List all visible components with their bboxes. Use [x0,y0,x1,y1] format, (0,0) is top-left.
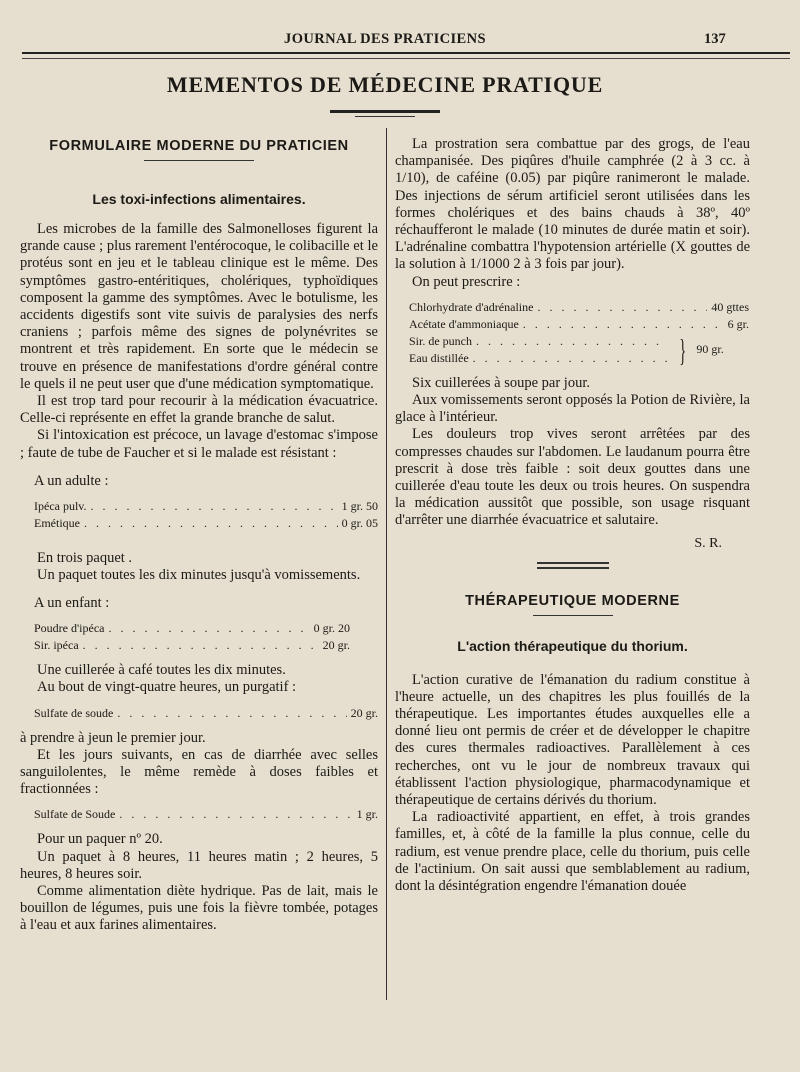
drug-dose: 1 gr. [356,807,378,822]
heading-rule [144,160,254,161]
drug-dose: 90 gr. [696,342,724,357]
drug-dose: 20 gr. [350,705,378,720]
paragraph: Un paquet à 8 heures, 11 heures matin ; 2 heures, 5 heures, 8 heures soir. [20,848,378,882]
paragraph: Les microbes de la famille des Salmonelloses figurent la grande cause ; plus rarement l'entérocoque, le colibacille et le protéus sont en jeu et le tableau clinique est le même. Des symptômes gastro-entéritiques, cholériques, typhoïdiques composent la gamme des symptômes. Avec le botulisme, les accidents digestifs sont vite suivis de paralysies des nerfs craniens ; parfois même des signes de polynévrites se montrent et très rapidement. En sorte que le médecin se trouve en présence de manifestations d'ordre général contre le quels il ne peut user que d'une médication symptomatique. [20,221,378,392]
prescription-fractionnee [34,806,378,823]
paragraph: Pour un paquer nº 20. [37,831,163,848]
paragraph: En trois paquet . [37,549,133,566]
drug-name: Sir. de punch [409,333,472,348]
paragraph: On peut prescrire : [412,273,521,290]
drug-name: Ipéca pulv. [34,498,87,513]
header-rule [22,52,790,54]
section-title: MEMENTOS DE MÉDECINE PRATIQUE [166,72,604,97]
paragraph: Un paquet toutes les dix minutes jusqu'à vomissements. [37,567,361,584]
running-head [0,28,800,50]
paragraph: Au bout de vingt-quatre heures, un purgatif : [37,679,297,696]
paragraph: La radioactivité appartient, en effet, à trois grandes familles, et, à côté de la famille la plus connue, celle du radium, est venue prendre place, celle du thorium, puis celle de l'actinium. On sait aussi que semblablement au radium, dont la désintégration engendre l'émanation douée [395,809,750,895]
header-rule-thin [22,58,790,59]
drug-dose: 20 gr. [322,638,350,653]
drug-name: Sulfate de Soude [34,807,116,822]
page-number: 137 [704,31,726,47]
brace-symbol: } [679,331,687,368]
prescription-line [34,620,350,637]
paragraph: Aux vomissements seront opposés la Potion de Rivière, la glace à l'intérieur. [395,392,750,426]
drug-dose: 0 gr. 20 [313,621,350,636]
formulaire-heading: FORMULAIRE MODERNE DU PRATICIEN [49,138,349,154]
drug-dose: 40 gttes [711,299,749,314]
prescription-line [34,498,378,515]
paragraph: à prendre à jeun le premier jour. [20,729,206,746]
prescription-line [409,299,749,316]
prescription-adult [34,498,378,532]
paragraph: Comme alimentation diète hydrique. Pas de lait, mais le bouillon de légumes, puis une fois la fièvre tombée, potages à l'eau et aux farines alimentaires. [20,883,378,934]
prescription-group-names [409,333,671,367]
article-subheading: Les toxi-infections alimentaires. [92,191,306,207]
paragraph: Il est trop tard pour recourir à la médication évacuatrice. Celle-ci représente en effet la grande branche de salut. [20,393,378,427]
paragraph: Six cuillerées à soupe par jour. [412,374,590,391]
article-subheading: L'action thérapeutique du thorium. [457,637,688,654]
drug-name: Poudre d'ipéca [34,621,105,636]
paragraph: Les douleurs trop vives seront arrêtées par des compresses chaudes sur l'abdomen. Le laudanum pourra être prescrit à dose très faible : soit deux gouttes dans une cuillerée d'eau toute les deux ou trois heures. On suspendra la médication aussitôt que possible, son usage risquant d'arrêter une diarrhée évacuatrice et salutaire. [395,426,750,529]
prescription-group [409,333,750,367]
drug-name: Eau distillée [409,350,469,365]
prescription-line [34,515,378,532]
prescription-purgatif [34,705,378,722]
prescription-line [409,333,671,350]
prescription-line [34,637,350,654]
title-rule-thin [355,116,415,117]
prescription-line [409,316,749,333]
drug-name: Chlorhydrate d'adrénaline [409,299,534,314]
column-divider [386,128,387,1000]
drug-name: Acétate d'ammoniaque [409,316,519,331]
prescription-line [409,350,671,367]
double-rule [395,562,750,569]
drug-dose: 0 gr. 05 [341,515,378,530]
paragraph: La prostration sera combattue par des grogs, de l'eau champanisée. Des piqûres d'huile camphrée (2 à 3 cc. à 1/10), de caféine (0.05) par piqûre ranimeront le malade. Des injections de sérum artificiel seront utilisées dans les formes cholériques et des bains chauds à 38º, 40º réchaufferont le malade (10 minutes de durée matin et soir). L'adrénaline combattra l'hypotension artérielle (X gouttes de la solution à 1/1000 2 à 3 fois par jour). [395,136,750,273]
left-column [20,128,378,935]
adult-label: A un adulte : [34,472,109,489]
title-rule [330,110,440,113]
drug-name: Sulfate de soude [34,705,114,720]
heading-rule [533,615,613,616]
paragraph: Et les jours suivants, en cas de diarrhée avec selles sanguilolentes, le même remède à doses faibles et fractionnées : [20,746,378,798]
therapeutique-heading: THÉRAPEUTIQUE MODERNE [465,592,680,609]
prescription-line [34,806,378,823]
prescription-line [34,705,378,722]
drug-dose: 6 gr. [727,316,749,331]
paragraph: L'action curative de l'émanation du radium constitue à l'heure actuelle, un des chapitres les plus fouillés de la thérapeutique. Les importantes études auxquelles elle a donné lieu ont permis de créer et de développer le chapitre des cures thermales radioactives. Parallèlement à ces recherches, ont vu le jour de nombreux travaux qui établissent l'action physiologique, pharmacodynamique et thérapeutique de certains dérivés du thorium. [395,671,750,809]
right-column [395,128,750,895]
drug-name: Sir. ipéca [34,638,79,653]
journal-title: JOURNAL DES PRATICIENS [284,31,486,47]
prescription-child [34,620,350,654]
child-label: A un enfant : [34,595,110,612]
drug-name: Emétique [34,515,80,530]
paragraph: Une cuillerée à café toutes les dix minutes. [37,662,286,679]
paragraph: Si l'intoxication est précoce, un lavage d'estomac s'impose ; faute de tube de Faucher et si le malade est résistant : [20,427,378,461]
prescription-right [409,299,750,333]
author-signature: S. R. [694,535,722,551]
drug-dose: 1 gr. 50 [341,498,378,513]
